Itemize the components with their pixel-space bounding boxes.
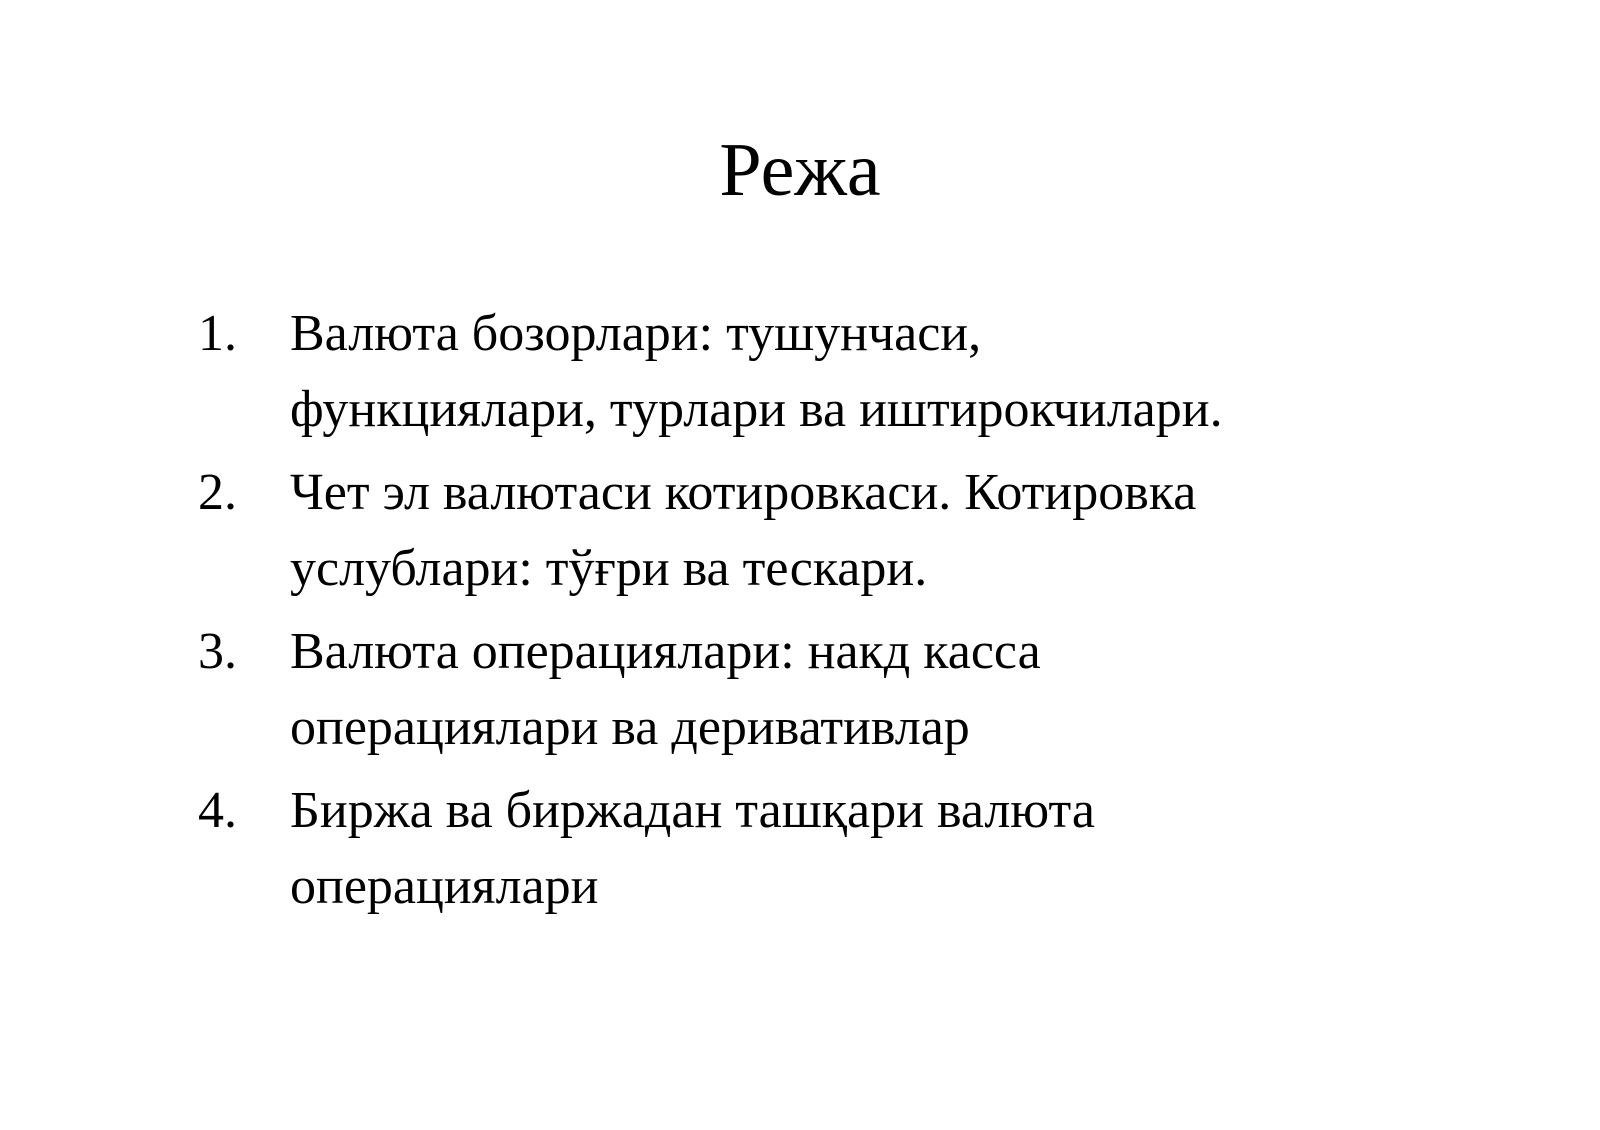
outline-item-number: 4. <box>198 782 237 839</box>
outline-item-text <box>290 296 1223 448</box>
outline-item-line: операциялари ва деривативлар <box>290 699 970 756</box>
outline-item-text <box>290 773 1095 925</box>
outline-item-3 <box>198 614 1458 766</box>
outline-list <box>198 296 1458 932</box>
outline-item-4 <box>198 773 1458 925</box>
outline-item-text <box>290 455 1196 607</box>
outline-item-2 <box>198 455 1458 607</box>
outline-item-line: Чет эл валютаси котировкаси. Котировка <box>290 464 1197 521</box>
outline-item-line: Валюта операциялари: накд касса <box>290 623 1041 680</box>
outline-item-line: Биржа ва биржадан ташқари валюта <box>290 782 1095 839</box>
outline-item-number: 1. <box>198 305 237 362</box>
outline-item-1 <box>198 296 1458 448</box>
outline-item-number: 2. <box>198 464 237 521</box>
outline-item-number: 3. <box>198 623 237 680</box>
slide-title: Режа <box>719 128 881 212</box>
outline-item-line: Валюта бозорлари: тушунчаси, <box>290 305 982 362</box>
outline-item-text <box>290 614 1041 766</box>
outline-item-line: операциялари <box>290 858 599 915</box>
outline-item-line: услублари: тўғри ва тескари. <box>290 540 928 597</box>
outline-item-line: функциялари, турлари ва иштирокчилари. <box>290 381 1223 438</box>
